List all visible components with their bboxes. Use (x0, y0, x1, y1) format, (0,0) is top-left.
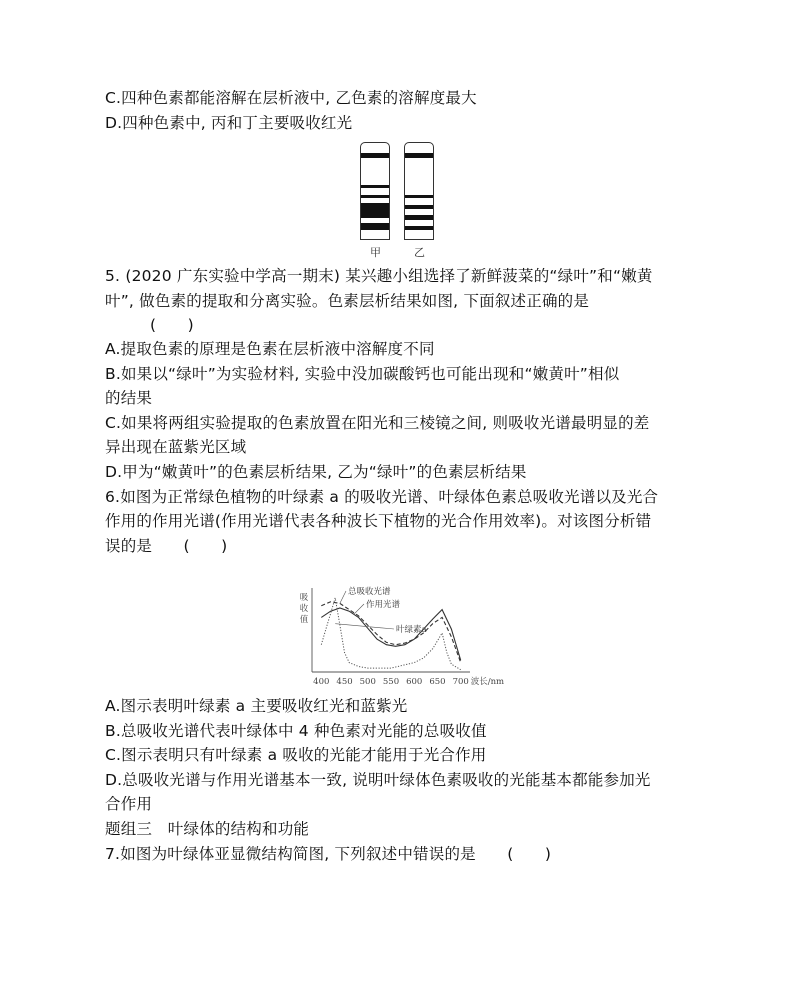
q5-option-c-line2: 异出现在蓝紫光区域 (105, 438, 247, 456)
x-tick-label: 650 (429, 677, 446, 687)
y-axis-label-char: 值 (299, 615, 309, 625)
q6-option-d-line2: 合作用 (105, 795, 153, 813)
series-line-0 (321, 602, 460, 663)
y-axis-label-char: 收 (299, 604, 309, 614)
q5-option-d: D.甲为“嫩黄叶”的色素层析结果, 乙为“绿叶”的色素层析结果 (105, 463, 527, 481)
q6-stem-line2: 作用的作用光谱(作用光谱代表各种波长下植物的光合作用效率)。对该图分析错 (105, 512, 652, 530)
strip-jia (360, 142, 390, 240)
q5-option-a: A.提取色素的原理是色素在层析液中溶解度不同 (105, 340, 435, 358)
series-name-label: 作用光谱 (366, 600, 401, 610)
section3-title: 题组三 叶绿体的结构和功能 (105, 820, 310, 838)
q5-option-c-line1: C.如果将两组实验提取的色素放置在阳光和三棱镜之间, 则吸收光谱最明显的差 (105, 414, 650, 432)
x-tick-label: 600 (406, 677, 423, 687)
q5-option-b-line2: 的结果 (105, 389, 153, 407)
q6-option-b: B.总吸收光谱代表叶绿体中 4 种色素对光能的总吸收值 (105, 722, 487, 740)
q5-stem-line2: 叶”, 做色素的提取和分离实验。色素层析结果如图, 下面叙述正确的是 (105, 292, 590, 310)
x-tick-label: 400 (313, 677, 330, 687)
x-tick-label: 500 (359, 677, 376, 687)
q6-option-a: A.图示表明叶绿素 a 主要吸收红光和蓝紫光 (105, 697, 408, 715)
q6-option-d-line1: D.总吸收光谱与作用光谱基本一致, 说明叶绿体色素吸收的光能基本都能参加光 (105, 771, 651, 789)
series-leader-line (340, 591, 346, 603)
series-leader-line (354, 604, 364, 614)
y-axis-label-char: 吸 (299, 593, 309, 603)
q6-stem-line1: 6.如图为正常绿色植物的叶绿素 a 的吸收光谱、叶绿体色素总吸收光谱以及光合 (105, 488, 659, 506)
strip-label-yi: 乙 (414, 246, 425, 259)
x-tick-label: 700 (452, 677, 469, 687)
series-name-label: 总吸收光谱 (348, 587, 391, 597)
spectrum-chart (290, 580, 510, 692)
series-name-label: 叶绿素a (396, 625, 427, 635)
q4-option-c: C.四种色素都能溶解在层析液中, 乙色素的溶解度最大 (105, 89, 477, 107)
x-axis-label: 波长/nm (470, 677, 505, 687)
x-tick-label: 450 (336, 677, 353, 687)
q7-stem: 7.如图为叶绿体亚显微结构简图, 下列叙述中错误的是 ( ) (105, 845, 552, 863)
q6-option-c: C.图示表明只有叶绿素 a 吸收的光能才能用于光合作用 (105, 746, 487, 764)
series-line-1 (321, 608, 460, 660)
x-tick-label: 550 (382, 677, 400, 687)
q5-stem-line1: 5. (2020 广东实验中学高一期末) 某兴趣小组选择了新鲜菠菜的“绿叶”和“嫩黄 (105, 267, 653, 285)
strip-yi (404, 142, 434, 240)
q6-stem-line3: 误的是 ( ) (105, 537, 228, 555)
strip-label-jia: 甲 (370, 246, 381, 259)
q5-option-b-line1: B.如果以“绿叶”为实验材料, 实验中没加碳酸钙也可能出现和“嫩黄叶”相似 (105, 365, 620, 383)
q4-option-d: D.四种色素中, 丙和丁主要吸收红光 (105, 114, 353, 132)
q5-answer-bracket: ( ) (150, 316, 194, 334)
